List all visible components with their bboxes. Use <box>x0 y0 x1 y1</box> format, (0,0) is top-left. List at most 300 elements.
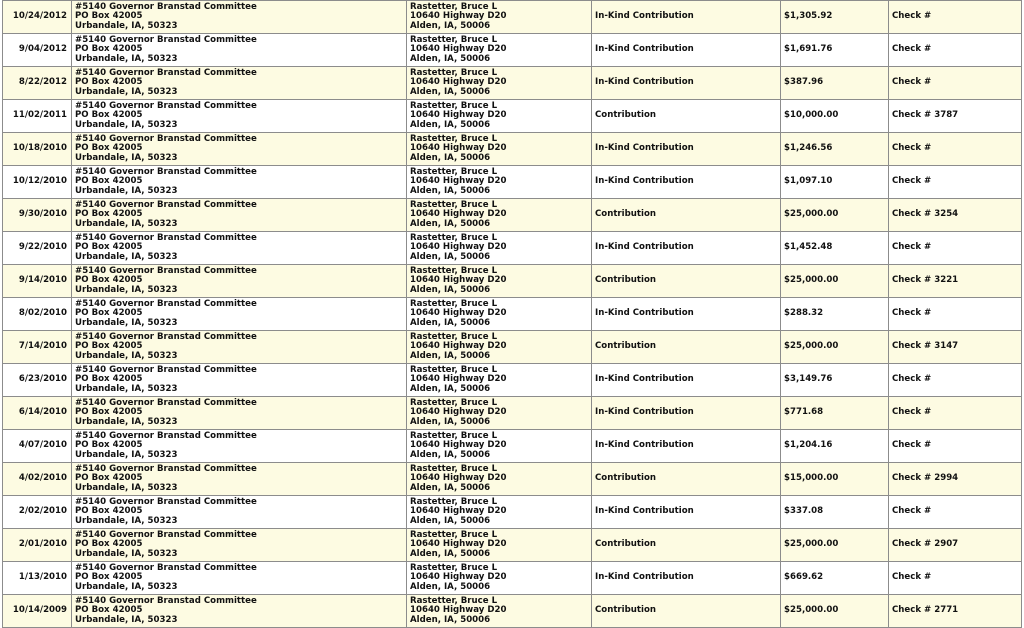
recipient-name: #5140 Governor Branstad Committee <box>75 34 257 45</box>
recipient-name: #5140 Governor Branstad Committee <box>75 265 257 276</box>
check-cell <box>889 1 1022 34</box>
recipient-name: #5140 Governor Branstad Committee <box>75 67 257 78</box>
contributor-name: Rastetter, Bruce L <box>410 331 498 342</box>
amount-value: $1,204.16 <box>784 440 833 451</box>
amount-value: $25,000.00 <box>784 605 839 616</box>
contributor-name: Rastetter, Bruce L <box>410 166 498 177</box>
recipient-name: #5140 Governor Branstad Committee <box>75 529 257 540</box>
date-text: 8/02/2010 <box>18 308 67 319</box>
date-text: 4/02/2010 <box>18 473 67 484</box>
recipient-cell <box>72 199 407 232</box>
contribution-type: In-Kind Contribution <box>595 143 694 154</box>
contributor-cell <box>407 1 592 34</box>
date-cell <box>3 364 72 397</box>
date-text: 9/04/2012 <box>18 44 67 55</box>
contribution-type: In-Kind Contribution <box>595 572 694 583</box>
date-cell <box>3 463 72 496</box>
contributor-name: Rastetter, Bruce L <box>410 199 498 210</box>
recipient-cell <box>72 331 407 364</box>
recipient-city: Urbandale, IA, 50323 <box>75 152 178 163</box>
amount-value: $1,097.10 <box>784 176 833 187</box>
contributor-name: Rastetter, Bruce L <box>410 463 498 474</box>
contribution-type: In-Kind Contribution <box>595 44 694 55</box>
contributor-name: Rastetter, Bruce L <box>410 496 498 507</box>
type-cell <box>592 1 781 34</box>
contribution-type: In-Kind Contribution <box>595 11 694 22</box>
amount-cell <box>781 199 889 232</box>
check-number: Check # <box>892 440 932 451</box>
amount-value: $10,000.00 <box>784 110 839 121</box>
check-number: Check # <box>892 407 932 418</box>
contribution-type: In-Kind Contribution <box>595 374 694 385</box>
contributor-cell <box>407 397 592 430</box>
check-cell <box>889 34 1022 67</box>
amount-cell <box>781 298 889 331</box>
contributor-address: 10640 Highway D20 <box>410 242 507 253</box>
recipient-city: Urbandale, IA, 50323 <box>75 449 178 460</box>
recipient-name: #5140 Governor Branstad Committee <box>75 397 257 408</box>
contributor-address: 10640 Highway D20 <box>410 308 507 319</box>
contribution-type: Contribution <box>595 605 656 616</box>
table-row <box>3 463 1022 496</box>
check-cell <box>889 430 1022 463</box>
amount-cell <box>781 331 889 364</box>
contributor-address: 10640 Highway D20 <box>410 44 507 55</box>
table-row <box>3 496 1022 529</box>
contributions-table-body <box>3 1 1022 628</box>
contribution-type: Contribution <box>595 110 656 121</box>
recipient-name: #5140 Governor Branstad Committee <box>75 166 257 177</box>
type-cell <box>592 463 781 496</box>
date-text: 2/02/2010 <box>18 506 67 517</box>
type-cell <box>592 430 781 463</box>
check-cell <box>889 364 1022 397</box>
contributor-address: 10640 Highway D20 <box>410 110 507 121</box>
recipient-address: PO Box 42005 <box>75 110 143 121</box>
recipient-city: Urbandale, IA, 50323 <box>75 416 178 427</box>
check-cell <box>889 100 1022 133</box>
type-cell <box>592 595 781 628</box>
type-cell <box>592 199 781 232</box>
date-cell <box>3 562 72 595</box>
check-number: Check # 3147 <box>892 341 959 352</box>
recipient-name: #5140 Governor Branstad Committee <box>75 496 257 507</box>
contributor-cell <box>407 232 592 265</box>
recipient-cell <box>72 100 407 133</box>
contributor-cell <box>407 595 592 628</box>
table-row <box>3 199 1022 232</box>
amount-cell <box>781 1 889 34</box>
date-cell <box>3 265 72 298</box>
recipient-name: #5140 Governor Branstad Committee <box>75 1 257 12</box>
contributor-address: 10640 Highway D20 <box>410 605 507 616</box>
contributor-name: Rastetter, Bruce L <box>410 265 498 276</box>
table-row <box>3 562 1022 595</box>
recipient-cell <box>72 67 407 100</box>
contributor-address: 10640 Highway D20 <box>410 275 507 286</box>
amount-cell <box>781 67 889 100</box>
recipient-name: #5140 Governor Branstad Committee <box>75 562 257 573</box>
contributor-city: Alden, IA, 50006 <box>410 548 491 559</box>
date-cell <box>3 595 72 628</box>
recipient-address: PO Box 42005 <box>75 407 143 418</box>
contributor-city: Alden, IA, 50006 <box>410 152 491 163</box>
table-row <box>3 430 1022 463</box>
contributor-name: Rastetter, Bruce L <box>410 34 498 45</box>
recipient-address: PO Box 42005 <box>75 605 143 616</box>
recipient-name: #5140 Governor Branstad Committee <box>75 298 257 309</box>
contribution-type: Contribution <box>595 473 656 484</box>
check-number: Check # 2907 <box>892 539 959 550</box>
amount-cell <box>781 133 889 166</box>
contributor-cell <box>407 529 592 562</box>
check-cell <box>889 397 1022 430</box>
amount-cell <box>781 166 889 199</box>
recipient-address: PO Box 42005 <box>75 44 143 55</box>
contributor-city: Alden, IA, 50006 <box>410 449 491 460</box>
amount-cell <box>781 265 889 298</box>
recipient-city: Urbandale, IA, 50323 <box>75 86 178 97</box>
date-text: 9/14/2010 <box>18 275 67 286</box>
type-cell <box>592 166 781 199</box>
date-text: 11/02/2011 <box>12 110 67 121</box>
check-cell <box>889 133 1022 166</box>
amount-cell <box>781 562 889 595</box>
type-cell <box>592 397 781 430</box>
check-number: Check # 3221 <box>892 275 959 286</box>
recipient-city: Urbandale, IA, 50323 <box>75 284 178 295</box>
amount-cell <box>781 397 889 430</box>
recipient-city: Urbandale, IA, 50323 <box>75 350 178 361</box>
table-row <box>3 529 1022 562</box>
amount-value: $669.62 <box>784 572 824 583</box>
amount-cell <box>781 232 889 265</box>
recipient-cell <box>72 463 407 496</box>
check-number: Check # <box>892 374 932 385</box>
contributor-cell <box>407 199 592 232</box>
recipient-cell <box>72 529 407 562</box>
contributions-table <box>2 0 1022 628</box>
contributor-address: 10640 Highway D20 <box>410 374 507 385</box>
recipient-city: Urbandale, IA, 50323 <box>75 614 178 625</box>
contribution-type: In-Kind Contribution <box>595 176 694 187</box>
contributor-address: 10640 Highway D20 <box>410 506 507 517</box>
recipient-address: PO Box 42005 <box>75 374 143 385</box>
check-number: Check # <box>892 44 932 55</box>
recipient-city: Urbandale, IA, 50323 <box>75 515 178 526</box>
contribution-type: In-Kind Contribution <box>595 407 694 418</box>
check-number: Check # <box>892 143 932 154</box>
contributor-name: Rastetter, Bruce L <box>410 100 498 111</box>
amount-cell <box>781 529 889 562</box>
contributor-name: Rastetter, Bruce L <box>410 364 498 375</box>
contributor-address: 10640 Highway D20 <box>410 539 507 550</box>
recipient-address: PO Box 42005 <box>75 473 143 484</box>
contributor-address: 10640 Highway D20 <box>410 143 507 154</box>
check-number: Check # 3787 <box>892 110 959 121</box>
recipient-cell <box>72 397 407 430</box>
contributor-name: Rastetter, Bruce L <box>410 232 498 243</box>
contributor-city: Alden, IA, 50006 <box>410 614 491 625</box>
table-row <box>3 100 1022 133</box>
recipient-address: PO Box 42005 <box>75 440 143 451</box>
amount-cell <box>781 496 889 529</box>
recipient-address: PO Box 42005 <box>75 242 143 253</box>
contributor-cell <box>407 364 592 397</box>
contributor-name: Rastetter, Bruce L <box>410 529 498 540</box>
recipient-name: #5140 Governor Branstad Committee <box>75 133 257 144</box>
date-cell <box>3 298 72 331</box>
date-cell <box>3 232 72 265</box>
amount-value: $25,000.00 <box>784 341 839 352</box>
date-text: 2/01/2010 <box>18 539 67 550</box>
check-cell <box>889 331 1022 364</box>
recipient-city: Urbandale, IA, 50323 <box>75 548 178 559</box>
contribution-type: In-Kind Contribution <box>595 506 694 517</box>
recipient-city: Urbandale, IA, 50323 <box>75 185 178 196</box>
date-cell <box>3 430 72 463</box>
type-cell <box>592 298 781 331</box>
amount-value: $1,691.76 <box>784 44 833 55</box>
check-number: Check # <box>892 242 932 253</box>
contribution-type: Contribution <box>595 341 656 352</box>
contributor-city: Alden, IA, 50006 <box>410 251 491 262</box>
date-cell <box>3 199 72 232</box>
recipient-name: #5140 Governor Branstad Committee <box>75 463 257 474</box>
check-cell <box>889 463 1022 496</box>
contributions-table-container <box>2 0 1021 628</box>
type-cell <box>592 133 781 166</box>
amount-value: $25,000.00 <box>784 539 839 550</box>
date-text: 10/12/2010 <box>12 176 67 187</box>
check-cell <box>889 166 1022 199</box>
table-row <box>3 595 1022 628</box>
amount-cell <box>781 595 889 628</box>
recipient-cell <box>72 496 407 529</box>
contributor-city: Alden, IA, 50006 <box>410 350 491 361</box>
contributor-name: Rastetter, Bruce L <box>410 67 498 78</box>
recipient-name: #5140 Governor Branstad Committee <box>75 199 257 210</box>
amount-value: $387.96 <box>784 77 824 88</box>
type-cell <box>592 364 781 397</box>
contributor-cell <box>407 331 592 364</box>
type-cell <box>592 265 781 298</box>
contributor-city: Alden, IA, 50006 <box>410 86 491 97</box>
amount-value: $771.68 <box>784 407 824 418</box>
recipient-address: PO Box 42005 <box>75 308 143 319</box>
check-cell <box>889 595 1022 628</box>
amount-cell <box>781 34 889 67</box>
recipient-city: Urbandale, IA, 50323 <box>75 581 178 592</box>
date-text: 10/18/2010 <box>12 143 67 154</box>
contributor-city: Alden, IA, 50006 <box>410 515 491 526</box>
amount-value: $15,000.00 <box>784 473 839 484</box>
contributor-name: Rastetter, Bruce L <box>410 430 498 441</box>
contributor-cell <box>407 133 592 166</box>
date-text: 10/14/2009 <box>12 605 67 616</box>
contributor-cell <box>407 265 592 298</box>
recipient-name: #5140 Governor Branstad Committee <box>75 430 257 441</box>
amount-cell <box>781 100 889 133</box>
amount-value: $288.32 <box>784 308 824 319</box>
recipient-address: PO Box 42005 <box>75 539 143 550</box>
table-row <box>3 67 1022 100</box>
contributor-address: 10640 Highway D20 <box>410 176 507 187</box>
date-text: 7/14/2010 <box>18 341 67 352</box>
recipient-address: PO Box 42005 <box>75 572 143 583</box>
table-row <box>3 133 1022 166</box>
recipient-cell <box>72 595 407 628</box>
contributor-address: 10640 Highway D20 <box>410 341 507 352</box>
check-number: Check # <box>892 11 932 22</box>
contributor-cell <box>407 298 592 331</box>
contributor-address: 10640 Highway D20 <box>410 209 507 220</box>
type-cell <box>592 100 781 133</box>
check-number: Check # <box>892 308 932 319</box>
recipient-cell <box>72 34 407 67</box>
date-cell <box>3 100 72 133</box>
amount-value: $25,000.00 <box>784 209 839 220</box>
contributor-name: Rastetter, Bruce L <box>410 397 498 408</box>
recipient-city: Urbandale, IA, 50323 <box>75 53 178 64</box>
contributor-cell <box>407 166 592 199</box>
recipient-cell <box>72 364 407 397</box>
type-cell <box>592 562 781 595</box>
recipient-cell <box>72 430 407 463</box>
recipient-address: PO Box 42005 <box>75 176 143 187</box>
amount-value: $25,000.00 <box>784 275 839 286</box>
contributor-city: Alden, IA, 50006 <box>410 218 491 229</box>
contributor-cell <box>407 463 592 496</box>
amount-value: $1,452.48 <box>784 242 833 253</box>
contribution-type: In-Kind Contribution <box>595 440 694 451</box>
recipient-cell <box>72 562 407 595</box>
check-cell <box>889 298 1022 331</box>
date-cell <box>3 1 72 34</box>
recipient-name: #5140 Governor Branstad Committee <box>75 364 257 375</box>
contributor-cell <box>407 100 592 133</box>
check-number: Check # 2771 <box>892 605 959 616</box>
table-row <box>3 397 1022 430</box>
contributor-address: 10640 Highway D20 <box>410 473 507 484</box>
table-row <box>3 232 1022 265</box>
check-cell <box>889 529 1022 562</box>
date-text: 9/22/2010 <box>18 242 67 253</box>
contributor-name: Rastetter, Bruce L <box>410 298 498 309</box>
table-row <box>3 298 1022 331</box>
recipient-address: PO Box 42005 <box>75 341 143 352</box>
table-row <box>3 364 1022 397</box>
recipient-address: PO Box 42005 <box>75 143 143 154</box>
amount-value: $1,305.92 <box>784 11 833 22</box>
recipient-city: Urbandale, IA, 50323 <box>75 218 178 229</box>
contribution-type: Contribution <box>595 275 656 286</box>
contributor-cell <box>407 562 592 595</box>
recipient-cell <box>72 133 407 166</box>
check-number: Check # <box>892 572 932 583</box>
contributor-city: Alden, IA, 50006 <box>410 581 491 592</box>
contribution-type: In-Kind Contribution <box>595 242 694 253</box>
amount-cell <box>781 463 889 496</box>
type-cell <box>592 496 781 529</box>
check-number: Check # <box>892 77 932 88</box>
contribution-type: In-Kind Contribution <box>595 77 694 88</box>
table-row <box>3 34 1022 67</box>
contributor-address: 10640 Highway D20 <box>410 407 507 418</box>
amount-cell <box>781 364 889 397</box>
recipient-name: #5140 Governor Branstad Committee <box>75 595 257 606</box>
recipient-cell <box>72 265 407 298</box>
contributor-city: Alden, IA, 50006 <box>410 185 491 196</box>
date-text: 10/24/2012 <box>12 11 67 22</box>
check-cell <box>889 232 1022 265</box>
recipient-cell <box>72 1 407 34</box>
contributor-city: Alden, IA, 50006 <box>410 284 491 295</box>
check-cell <box>889 199 1022 232</box>
recipient-city: Urbandale, IA, 50323 <box>75 20 178 31</box>
date-cell <box>3 133 72 166</box>
contributor-city: Alden, IA, 50006 <box>410 53 491 64</box>
recipient-city: Urbandale, IA, 50323 <box>75 251 178 262</box>
recipient-address: PO Box 42005 <box>75 209 143 220</box>
contributor-address: 10640 Highway D20 <box>410 572 507 583</box>
recipient-name: #5140 Governor Branstad Committee <box>75 232 257 243</box>
contributor-city: Alden, IA, 50006 <box>410 20 491 31</box>
check-number: Check # 3254 <box>892 209 959 220</box>
recipient-city: Urbandale, IA, 50323 <box>75 119 178 130</box>
table-row <box>3 331 1022 364</box>
date-text: 6/23/2010 <box>18 374 67 385</box>
contributor-address: 10640 Highway D20 <box>410 440 507 451</box>
contribution-type: In-Kind Contribution <box>595 308 694 319</box>
contributor-cell <box>407 430 592 463</box>
check-cell <box>889 496 1022 529</box>
date-cell <box>3 496 72 529</box>
contributor-cell <box>407 496 592 529</box>
table-row <box>3 1 1022 34</box>
contributor-city: Alden, IA, 50006 <box>410 416 491 427</box>
recipient-cell <box>72 166 407 199</box>
contributor-cell <box>407 67 592 100</box>
date-cell <box>3 397 72 430</box>
amount-cell <box>781 430 889 463</box>
type-cell <box>592 331 781 364</box>
contributor-name: Rastetter, Bruce L <box>410 595 498 606</box>
recipient-city: Urbandale, IA, 50323 <box>75 383 178 394</box>
check-cell <box>889 67 1022 100</box>
contributor-name: Rastetter, Bruce L <box>410 562 498 573</box>
recipient-name: #5140 Governor Branstad Committee <box>75 100 257 111</box>
contributor-address: 10640 Highway D20 <box>410 11 507 22</box>
date-cell <box>3 331 72 364</box>
contributor-cell <box>407 34 592 67</box>
table-row <box>3 265 1022 298</box>
type-cell <box>592 529 781 562</box>
recipient-cell <box>72 232 407 265</box>
date-text: 4/07/2010 <box>18 440 67 451</box>
contributor-address: 10640 Highway D20 <box>410 77 507 88</box>
date-cell <box>3 34 72 67</box>
date-text: 1/13/2010 <box>18 572 67 583</box>
date-text: 9/30/2010 <box>18 209 67 220</box>
date-text: 8/22/2012 <box>18 77 67 88</box>
date-text: 6/14/2010 <box>18 407 67 418</box>
amount-value: $3,149.76 <box>784 374 833 385</box>
date-cell <box>3 166 72 199</box>
check-number: Check # <box>892 506 932 517</box>
recipient-address: PO Box 42005 <box>75 506 143 517</box>
contributor-city: Alden, IA, 50006 <box>410 119 491 130</box>
